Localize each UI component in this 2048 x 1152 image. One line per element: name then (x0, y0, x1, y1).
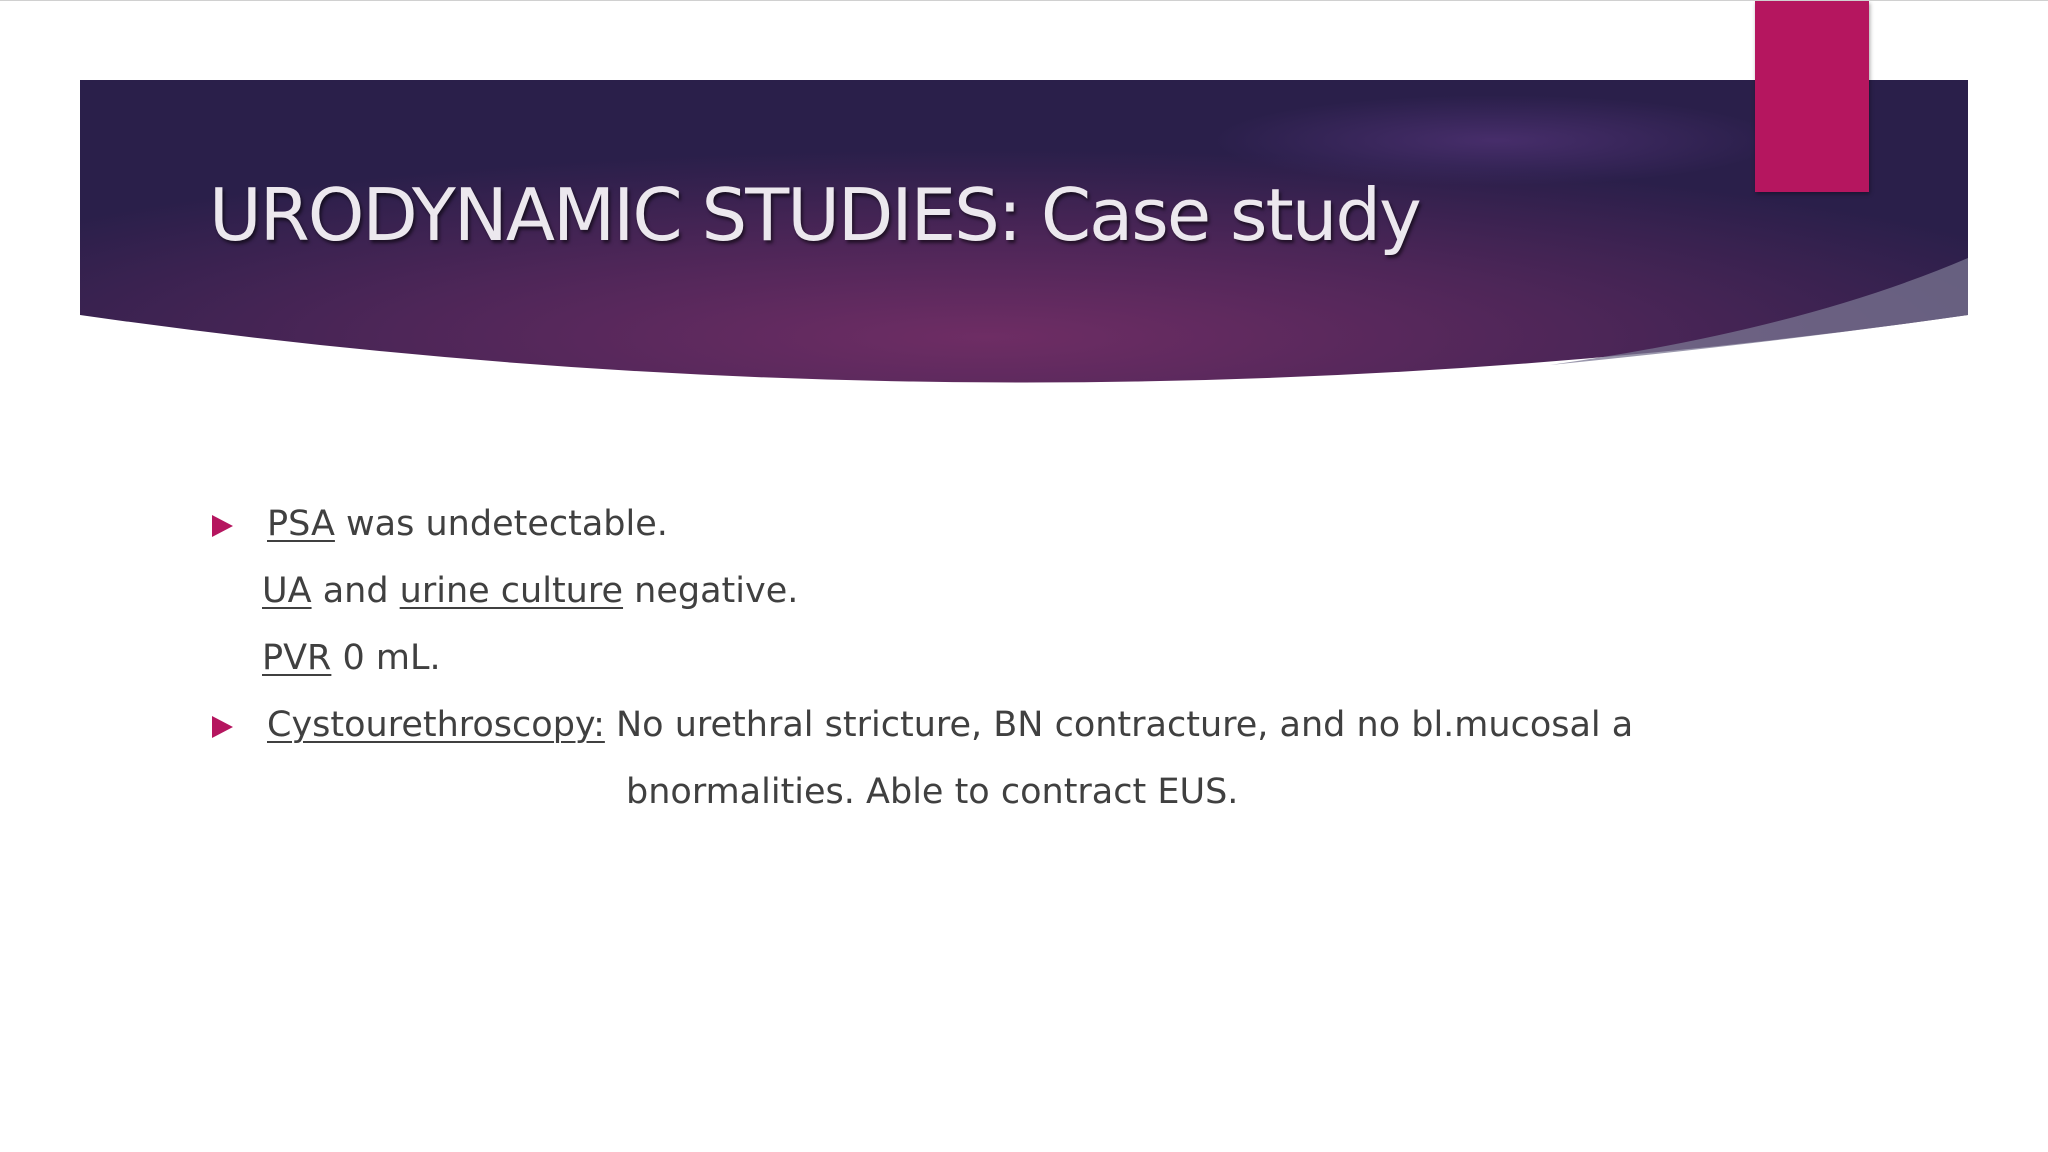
term-ua: UA (262, 571, 312, 611)
psa-text: was undetectable. (334, 504, 668, 544)
list-item-psa (267, 504, 668, 544)
term-cystourethroscopy: Cystourethroscopy: (267, 705, 605, 745)
cysto-text: No urethral stricture, BN contracture, and no bl.mucosal a (604, 705, 1634, 745)
accent-tab (1755, 1, 1869, 192)
term-pvr: PVR (262, 638, 332, 678)
ua-middle: and (311, 571, 400, 611)
list-item-ua (262, 571, 799, 611)
pvr-text: 0 mL. (331, 638, 441, 678)
term-psa: PSA (267, 504, 335, 544)
list-item-cystourethroscopy-continuation: bnormalities. Able to contract EUS. (626, 772, 1239, 812)
page-title: URODYNAMIC STUDIES: Case study (209, 173, 1420, 257)
list-item-cystourethroscopy (267, 705, 1634, 745)
triangle-right-icon (212, 716, 233, 738)
ua-text: negative. (623, 571, 799, 611)
term-urine-culture: urine culture (399, 571, 624, 611)
triangle-right-icon (212, 515, 233, 537)
list-item-pvr (262, 638, 441, 678)
